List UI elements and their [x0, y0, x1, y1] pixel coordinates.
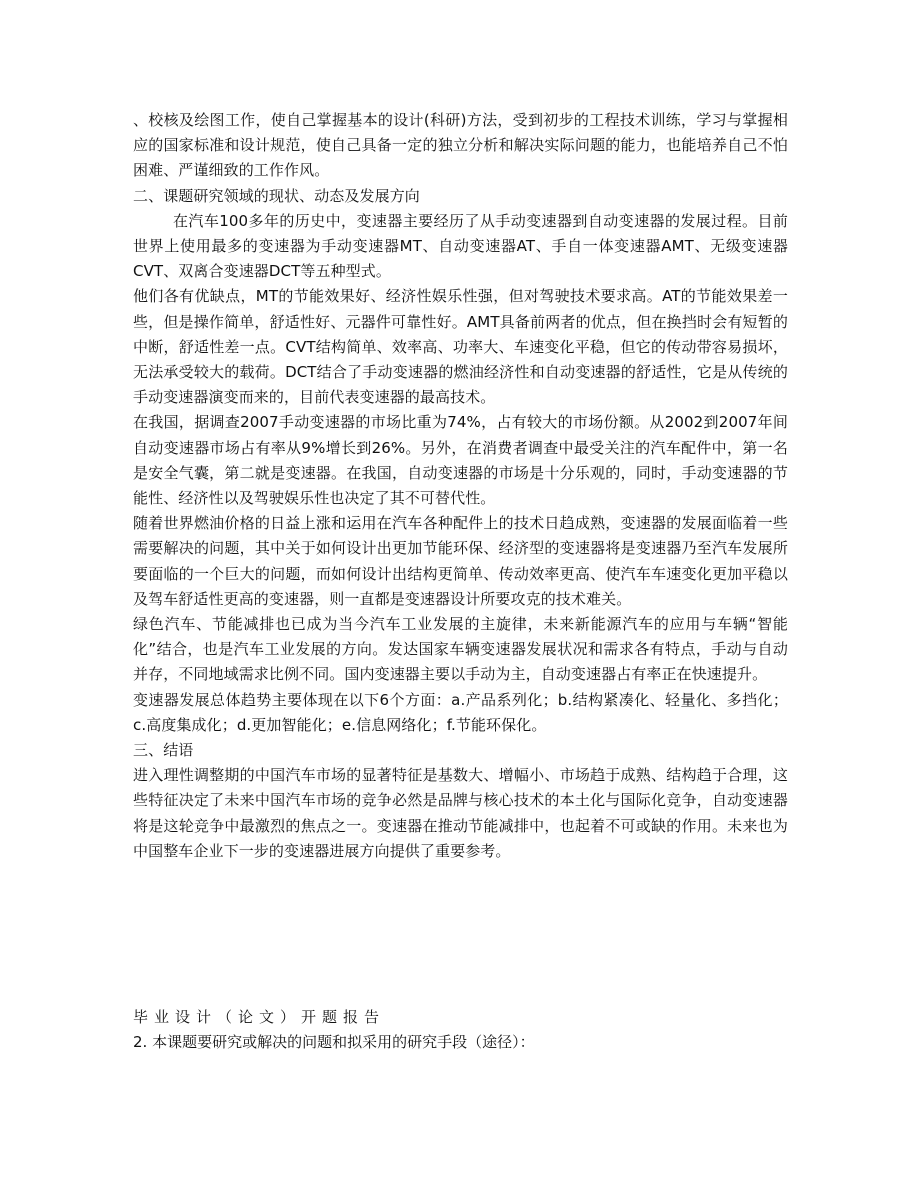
- report-footer: [133, 1005, 788, 1055]
- report-title: 毕业设计（论文）开题报告: [133, 1008, 386, 1026]
- paragraph-intro: 、校核及绘图工作，使自己掌握基本的设计(科研)方法，受到初步的工程技术训练，学习与掌握相应的国家标准和设计规范，使自己具备一定的独立分析和解决实际问题的能力，也能培养自己不怕困难、严谨细致的工作作风。: [133, 111, 788, 180]
- paragraph-pros-cons: 他们各有优缺点，MT的节能效果好、经济性娱乐性强，但对驾驶技术要求高。AT的节能效果差一些，但是操作简单，舒适性好、元器件可靠性好。AMT具备前两者的优点，但在换挡时会有短暂的中断，舒适性差一点。CVT结构简单、效率高、功率大、车速变化平稳，但它的传动带容易损坏，无法承受较大的载荷。DCT结合了手动变速器的燃油经济性和自动变速器的舒适性，它是从传统的手动变速器演变而来的，目前代表变速器的最高技术。: [133, 287, 788, 407]
- paragraph-market: 在我国，据调查2007手动变速器的市场比重为74%，占有较大的市场份额。从2002到2007年间自动变速器市场占有率从9%增长到26%。另外，在消费者调查中最受关注的汽车配件中，第一名是安全气囊，第二就是变速器。在我国，自动变速器的市场是十分乐观的，同时，手动变速器的节能性、经济性以及驾驶娱乐性也决定了其不可替代性。: [133, 413, 788, 508]
- paragraph-trends: 变速器发展总体趋势主要体现在以下6个方面：a.产品系列化；b.结构紧凑化、轻量化、多挡化；c.高度集成化；d.更加智能化；e.信息网络化；f.节能环保化。: [133, 690, 788, 734]
- section-question: 2. 本课题要研究或解决的问题和拟采用的研究手段（途径）：: [133, 1033, 535, 1052]
- section-heading-conclusion: 三、结语: [133, 741, 194, 760]
- paragraph-conclusion: 进入理性调整期的中国汽车市场的显著特征是基数大、增幅小、市场趋于成熟、结构趋于合理，这些特征决定了未来中国汽车市场的竞争必然是品牌与核心技术的本土化与国际化竞争，自动变速器将是这轮竞争中最激烈的焦点之一。变速器在推动节能减排中，也起着不可或缺的作用。未来也为中国整车企业下一步的变速器进展方向提供了重要参考。: [133, 766, 788, 860]
- paragraph-history: 在汽车100多年的历史中，变速器主要经历了从手动变速器到自动变速器的发展过程。目前世界上使用最多的变速器为手动变速器MT、自动变速器AT、手自一体变速器AMT、无级变速器CVT、双离合变速器DCT等五种型式。: [133, 211, 788, 281]
- section-heading-status: 二、课题研究领域的现状、动态及发展方向: [133, 186, 420, 205]
- paragraph-challenges: 随着世界燃油价格的日益上涨和运用在汽车各种配件上的技术日趋成熟，变速器的发展面临着一些需要解决的问题，其中关于如何设计出更加节能环保、经济型的变速器将是变速器乃至汽车发展所要面临的一个巨大的问题，而如何设计出结构更简单、传动效率更高、使汽车车速变化更加平稳以及驾车舒适性更高的变速器，则一直都是变速器设计所要攻克的技术难关。: [133, 514, 788, 608]
- paragraph-green: 绿色汽车、节能减排也已成为当今汽车工业发展的主旋律，未来新能源汽车的应用与车辆“智能化”结合，也是汽车工业发展的方向。发达国家车辆变速器发展状况和需求各有特点，手动与自动并存，不同地域需求比例不同。国内变速器主要以手动为主，自动变速器占有率正在快速提升。: [133, 615, 788, 684]
- document-body: [133, 108, 788, 864]
